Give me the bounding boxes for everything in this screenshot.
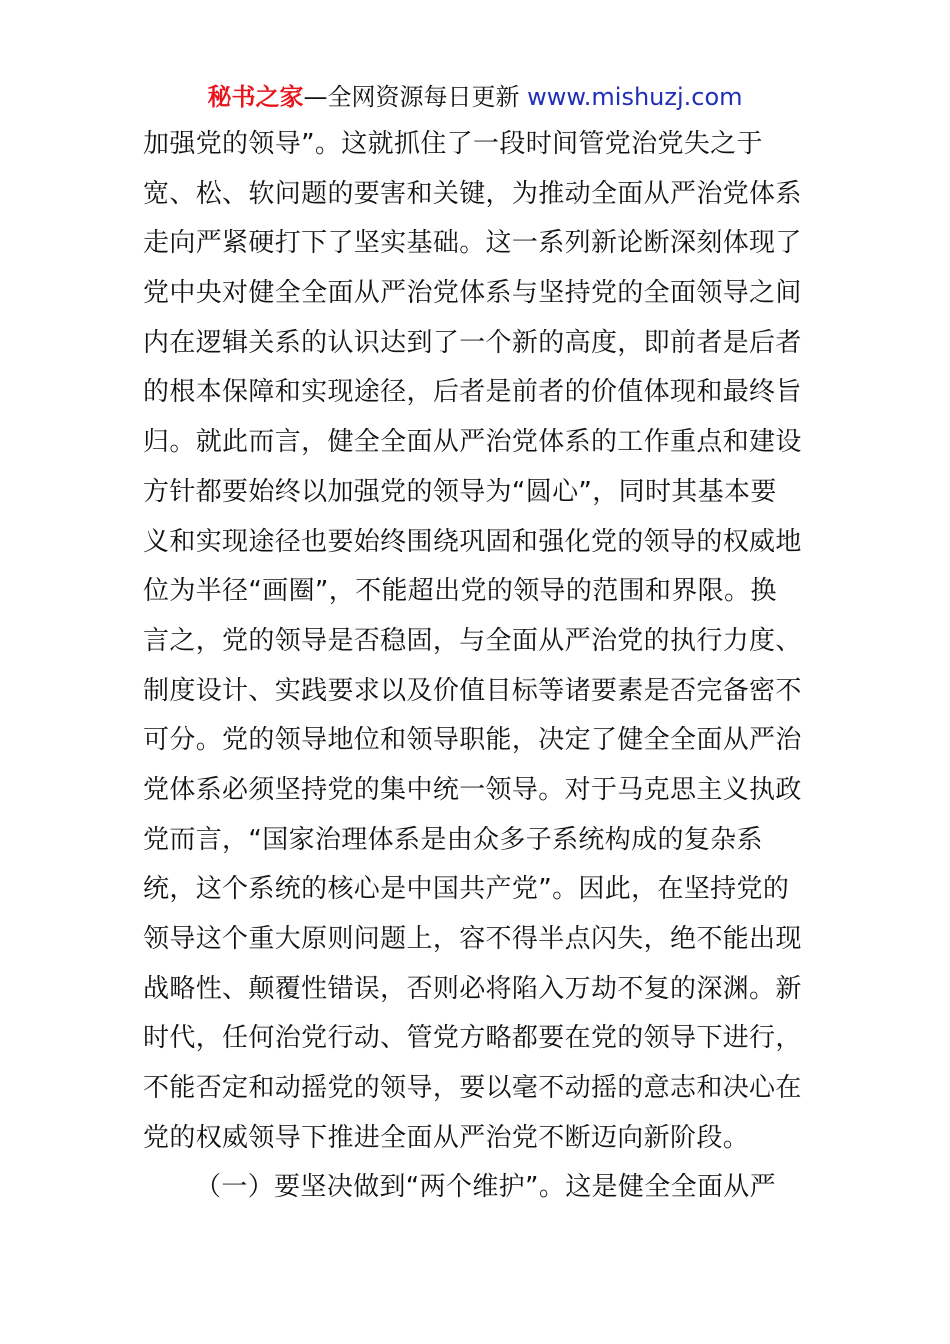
text-line: 的根本保障和实现途径，后者是前者的价值体现和最终旨	[143, 377, 802, 408]
page-header	[0, 80, 950, 114]
text-line: 加强党的领导”。这就抓住了一段时间管党治党失之于	[143, 129, 763, 159]
text-line: 时代，任何治党行动、管党方略都要在党的领导下进行，	[143, 1023, 802, 1054]
text-line: 走向严紧硬打下了坚实基础。这一系列新论断深刻体现了	[143, 228, 802, 259]
header-tagline: —全网资源每日更新	[303, 83, 520, 111]
site-url-link[interactable]: www.mishuzj.com	[527, 83, 743, 111]
text-line: 方针都要始终以加强党的领导为“圆心”，同时其基本要	[143, 476, 777, 507]
text-line: 领导这个重大原则问题上，容不得半点闪失，绝不能出现	[143, 924, 802, 954]
text-line: 党中央对健全全面从严治党体系与坚持党的全面领导之间	[143, 278, 802, 309]
text-line: 不能否定和动摇党的领导，要以毫不动摇的意志和决心在	[143, 1073, 802, 1104]
text-line: 战略性、颠覆性错误，否则必将陷入万劫不复的深渊。新	[143, 973, 802, 1004]
text-line: 制度设计、实践要求以及价值目标等诸要素是否完备密不	[143, 675, 802, 706]
text-line: 统，这个系统的核心是中国共产党”。因此，在坚持党的	[143, 874, 790, 905]
text-line: 党的权威领导下推进全面从严治党不断迈向新阶段。	[143, 1122, 750, 1153]
brand-name: 秘书之家	[207, 83, 304, 111]
text-line: 义和实现途径也要始终围绕巩固和强化党的领导的权威地	[143, 526, 802, 557]
text-line: 宽、松、软问题的要害和关键，为推动全面从严治党体系	[143, 178, 802, 209]
text-line: 内在逻辑关系的认识达到了一个新的高度，即前者是后者	[143, 327, 802, 358]
text-line: 党体系必须坚持党的集中统一领导。对于马克思主义执政	[143, 774, 802, 805]
text-line: 可分。党的领导地位和领导职能，决定了健全全面从严治	[143, 725, 802, 756]
text-line: 言之，党的领导是否稳固，与全面从严治党的执行力度、	[143, 625, 802, 656]
document-body	[143, 120, 813, 1213]
text-line: 党而言，“国家治理体系是由众多子系统构成的复杂系	[143, 824, 763, 855]
text-line: 归。就此而言，健全全面从严治党体系的工作重点和建设	[143, 427, 802, 458]
text-line: 位为半径“画圈”，不能超出党的领导的范围和界限。换	[143, 576, 777, 607]
section-heading-line: （一）要坚决做到“两个维护”。这是健全全面从严	[195, 1172, 776, 1203]
